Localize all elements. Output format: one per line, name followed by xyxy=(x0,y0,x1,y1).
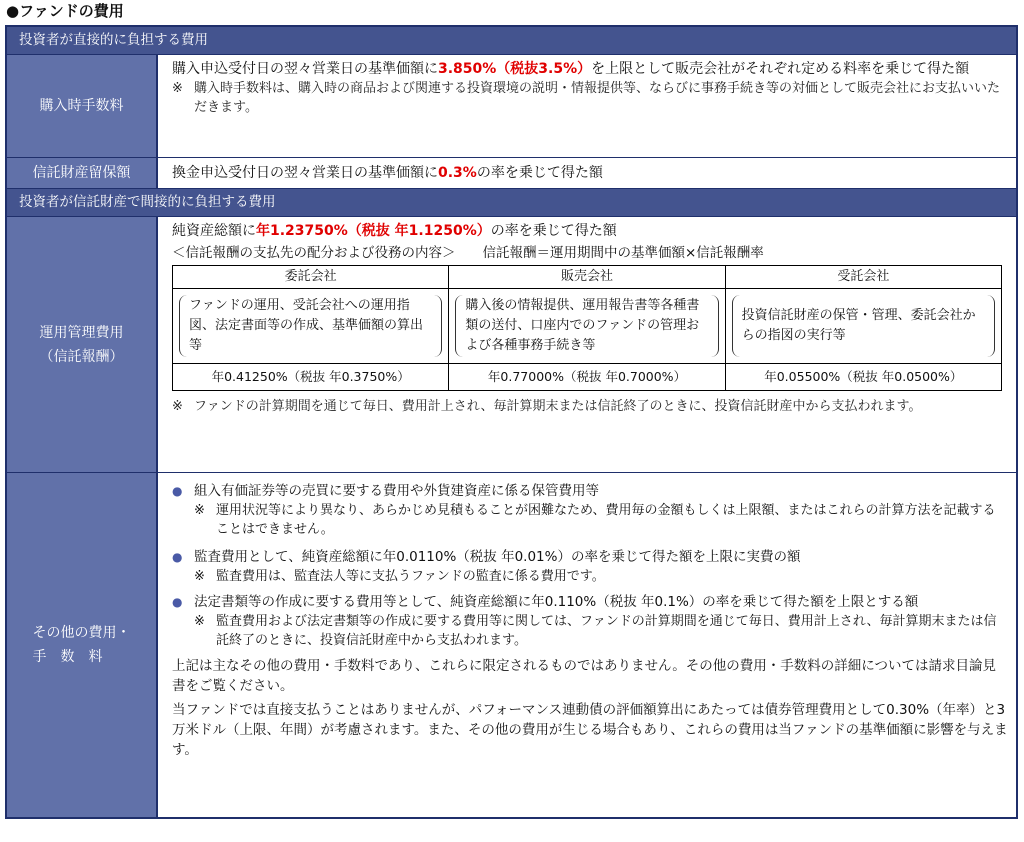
note-mark: ※ xyxy=(194,503,205,518)
management-content xyxy=(158,217,1016,472)
management-label xyxy=(7,217,158,472)
note-mark: ※ xyxy=(172,399,183,414)
split-caption: ＜信託報酬の支払先の配分および役務の内容＞ 信託報酬＝運用期間中の基準価額×信託報酬率 xyxy=(172,245,764,261)
row-reserve xyxy=(7,158,1016,189)
reserve-text-before: 換金申込受付日の翌々営業日の基準価額に xyxy=(172,165,438,181)
management-note xyxy=(172,397,1008,416)
section-header-direct: 投資者が直接的に負担する費用 xyxy=(7,27,1016,55)
fee-split-table xyxy=(172,265,1002,391)
fee-table xyxy=(5,25,1018,819)
row-other xyxy=(7,473,1016,817)
party-desc: 投資信託財産の保管・管理、委託会社からの指図の実行等 xyxy=(741,308,976,343)
page-title: ●ファンドの費用 xyxy=(6,2,124,20)
reserve-label: 信託財産留保額 xyxy=(7,158,158,188)
party-rate: 年0.41250%（税抜 年0.3750%） xyxy=(173,364,449,391)
bullet-note xyxy=(194,567,1008,586)
bullet-note-text: 運用状況等により異なり、あらかじめ見積もることが困難なため、費用毎の金額もしくは上限額、またはこれらの計算方法を記載することはできません。 xyxy=(216,503,996,537)
management-note-text: ファンドの計算期間を通じて毎日、費用計上され、毎計算期末または信託終了のときに、投資信託財産中から支払われます。 xyxy=(194,399,922,414)
party-desc: 購入後の情報提供、運用報告書等各種書類の送付、口座内でのファンドの管理および各種事務手続き等 xyxy=(465,298,700,353)
bullet-item xyxy=(172,592,1008,612)
party-rate: 年0.05500%（税抜 年0.0500%） xyxy=(725,364,1001,391)
reserve-content xyxy=(158,158,1016,188)
bullet-note-text: 監査費用および法定書類等の作成に要する費用等に関しては、ファンドの計算期間を通じて毎日、費用計上され、毎計算期末または信託終了のときに、投資信託財産中から支払われます。 xyxy=(216,614,997,648)
note-mark: ※ xyxy=(194,569,205,584)
party-name: 販売会社 xyxy=(449,266,725,289)
reserve-text-after: の率を乗じて得た額 xyxy=(476,165,603,181)
other-paragraph-2: 当ファンドでは直接支払うことはありませんが、パフォーマンス連動債の評価額算出にあたっては債券管理費用として0.30%（年率）と3万米ドル（上限、年間）が考慮されます。また、その他の費用が生じる場合もあり、これらの費用は当ファンドの基準価額に影響を与えます。 xyxy=(172,702,1008,758)
party-rate: 年0.77000%（税抜 年0.7000%） xyxy=(449,364,725,391)
bullet-text: 法定書類等の作成に要する費用等として、純資産総額に年0.110%（税抜 年0.1%）の率を乗じて得た額を上限とする額 xyxy=(194,594,919,610)
bullet-dot: ● xyxy=(172,595,183,609)
note-mark: ※ xyxy=(194,614,205,629)
purchase-fee-text-after: を上限として販売会社がそれぞれ定める料率を乗じて得た額 xyxy=(591,61,970,77)
purchase-fee-rate: 3.850%（税抜3.5%） xyxy=(438,61,592,77)
management-text xyxy=(172,221,1008,241)
other-content xyxy=(158,473,1016,817)
section-header-indirect: 投資者が信託財産で間接的に負担する費用 xyxy=(7,189,1016,217)
row-management xyxy=(7,217,1016,473)
reserve-rate: 0.3% xyxy=(438,165,477,181)
row-purchase-fee xyxy=(7,55,1016,158)
purchase-fee-label: 購入時手数料 xyxy=(7,55,158,157)
bullet-dot: ● xyxy=(172,550,183,564)
purchase-fee-note xyxy=(172,79,1008,117)
management-text-before: 純資産総額に xyxy=(172,223,256,239)
party-name: 委託会社 xyxy=(173,266,449,289)
purchase-fee-text xyxy=(172,59,1008,79)
bullet-note xyxy=(194,612,1008,650)
other-paragraph-1: 上記は主なその他の費用・手数料であり、これらに限定されるものではありません。その他の費用・手数料の詳細については請求目論見書をご覧ください。 xyxy=(172,658,997,694)
other-label xyxy=(7,473,158,817)
other-label-line2: 手 数 料 xyxy=(32,649,103,665)
party-name: 受託会社 xyxy=(725,266,1001,289)
management-text-after: の率を乗じて得た額 xyxy=(490,223,617,239)
management-rate: 年1.23750%（税抜 年1.1250%） xyxy=(256,223,491,239)
management-label-line2: （信託報酬） xyxy=(39,348,124,365)
party-desc-cell xyxy=(725,289,1001,364)
bullet-item xyxy=(172,481,1008,501)
bullet-note xyxy=(194,501,1008,539)
purchase-fee-content xyxy=(158,55,1016,157)
bullet-text: 組入有価証券等の売買に要する費用や外貨建資産に係る保管費用等 xyxy=(194,483,599,499)
other-label-line1: その他の費用・ xyxy=(32,625,131,641)
bullet-item xyxy=(172,547,1008,567)
party-desc-cell xyxy=(449,289,725,364)
purchase-fee-text-before: 購入申込受付日の翌々営業日の基準価額に xyxy=(172,61,438,77)
party-desc: ファンドの運用、受託会社への運用指図、法定書面等の作成、基準価額の算出等 xyxy=(189,298,424,353)
bullet-note-text: 監査費用は、監査法人等に支払うファンドの監査に係る費用です。 xyxy=(216,569,605,584)
bullet-dot: ● xyxy=(172,484,183,498)
bullet-text: 監査費用として、純資産総額に年0.0110%（税抜 年0.01%）の率を乗じて得た額を上限に実費の額 xyxy=(194,549,801,565)
management-label-line1: 運用管理費用 xyxy=(39,324,124,341)
note-mark: ※ xyxy=(172,81,183,96)
purchase-fee-note-text: 購入時手数料は、購入時の商品および関連する投資環境の説明・情報提供等、ならびに事務手続き等の対価として販売会社にお支払いいただきます。 xyxy=(194,81,1001,115)
party-desc-cell xyxy=(173,289,449,364)
